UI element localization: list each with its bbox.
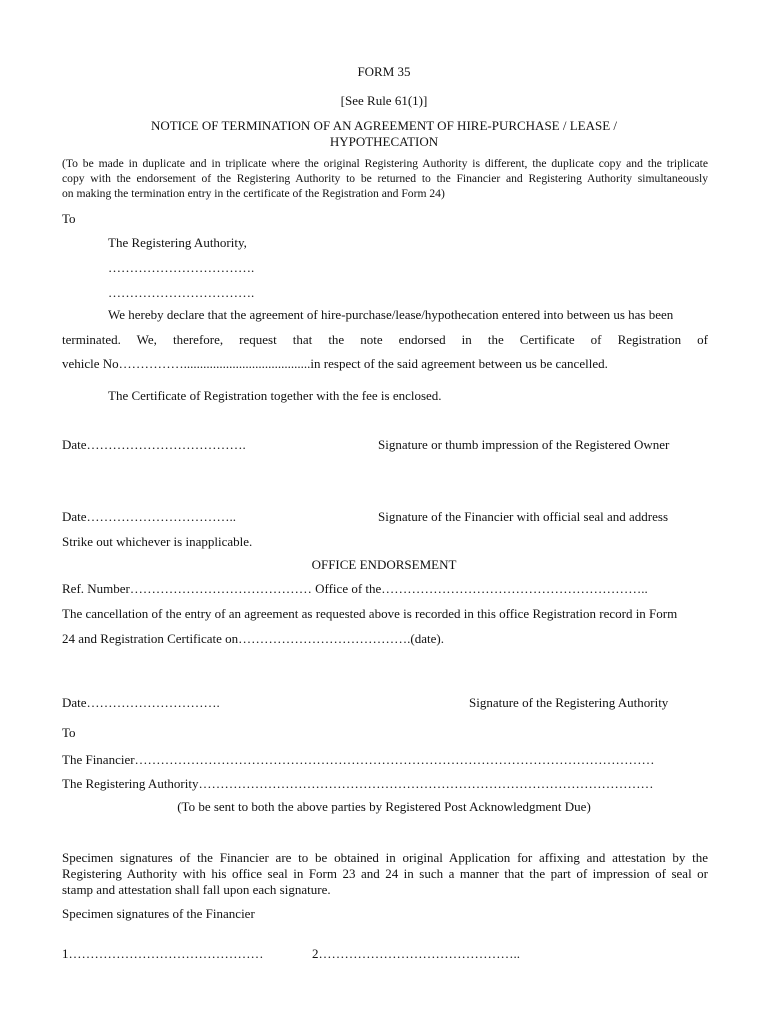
- dispatch-to-label: To: [62, 725, 76, 740]
- instruction-line-3: on making the termination entry in the certificate of the Registration and Form 24): [62, 187, 445, 200]
- cancellation-line-1: The cancellation of the entry of an agreement as requested above is recorded in this office Registration record in Form: [62, 606, 678, 621]
- address-blank-1: …………………………….: [108, 260, 255, 275]
- specimen-signature-1: 1………………………………………: [62, 946, 264, 961]
- office-endorsement-heading: OFFICE ENDORSEMENT: [311, 557, 457, 572]
- authority-signature-label: Signature of the Registering Authority: [469, 695, 669, 710]
- cancellation-line-2: 24 and Registration Certificate on………………………………….(date).: [62, 631, 444, 646]
- instruction-line-1: (To be made in duplicate and in triplicate where the original Registering Authority is different, the duplicate copy and the triplicate: [62, 157, 708, 170]
- rule-reference: [See Rule 61(1)]: [340, 93, 428, 108]
- form-title-line-2: HYPOTHECATION: [329, 134, 439, 149]
- dispatch-financier-line: The Financier…………………………………………………………………………………………………………: [62, 752, 655, 767]
- specimen-line-1: Specimen signatures of the Financier are to be obtained in original Application for affixing and attestation by the: [62, 850, 708, 865]
- ref-number-line: Ref. Number…………………………………… Office of the……………………………………………………..: [62, 581, 648, 596]
- form-title-line-1: NOTICE OF TERMINATION OF AN AGREEMENT OF HIRE-PURCHASE / LEASE /: [150, 118, 618, 133]
- declaration-line-2: terminated. We, therefore, request that the note endorsed in the Certificate of Registration of: [62, 332, 708, 347]
- recipient-registering-authority: The Registering Authority,: [108, 235, 247, 250]
- declaration-line-3: vehicle No…………….......................................in respect of the said agreement between us be cancelled.: [62, 356, 608, 371]
- owner-signature-label: Signature or thumb impression of the Registered Owner: [378, 437, 670, 452]
- specimen-line-3: stamp and attestation shall fall upon each signature.: [62, 882, 331, 897]
- owner-date-field: Date……………………………….: [62, 437, 246, 452]
- form-number: FORM 35: [357, 64, 411, 79]
- enclosure-note: The Certificate of Registration together with the fee is enclosed.: [108, 388, 442, 403]
- to-label: To: [62, 211, 76, 226]
- declaration-line-1: We hereby declare that the agreement of hire-purchase/lease/hypothecation entered into between us has been: [108, 307, 674, 322]
- address-blank-2: …………………………….: [108, 285, 255, 300]
- specimen-heading: Specimen signatures of the Financier: [62, 906, 255, 921]
- instruction-line-2: copy with the endorsement of the Registering Authority to be returned to the Financier and Registering Authority simultaneously: [62, 172, 708, 185]
- financier-signature-label: Signature of the Financier with official seal and address: [378, 509, 669, 524]
- dispatch-authority-line: The Registering Authority……………………………………………………………………………………………: [62, 776, 654, 791]
- registered-post-note: (To be sent to both the above parties by Registered Post Acknowledgment Due): [177, 799, 591, 814]
- specimen-line-2: Registering Authority with his office seal in Form 23 and 24 in such a manner that the part of impression of seal or: [62, 866, 708, 881]
- financier-date-field: Date……………………………..: [62, 509, 237, 524]
- specimen-signature-2: 2………………………………………..: [312, 946, 520, 961]
- strike-out-note: Strike out whichever is inapplicable.: [62, 534, 253, 549]
- authority-date-field: Date………………………….: [62, 695, 220, 710]
